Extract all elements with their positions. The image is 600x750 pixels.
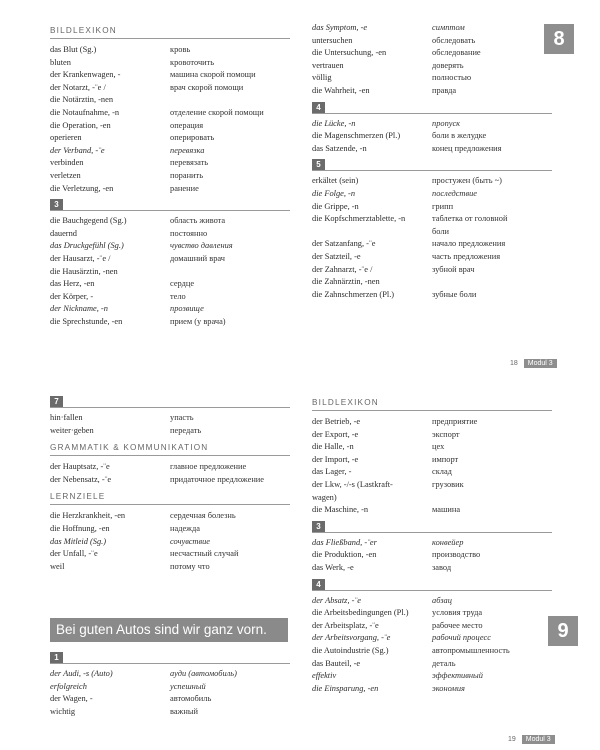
vocab-entry xyxy=(312,251,552,264)
german-term: hin·fallen xyxy=(50,413,83,422)
german-term: die Autoindustrie (Sg.) xyxy=(312,645,389,655)
module-label: Modul 3 xyxy=(522,735,555,744)
vocab-entry xyxy=(50,69,290,82)
german-term: die Hausärztin, -nen xyxy=(50,266,118,276)
german-term: die Operation, -en xyxy=(50,120,111,130)
german-term: der Lkw, -/-s (Lastkraft- xyxy=(312,479,393,489)
vocab-entry xyxy=(50,474,290,487)
exercise-number-badge: 4 xyxy=(312,102,325,113)
russian-translation: доверять xyxy=(432,60,464,70)
russian-translation: перевязка xyxy=(170,145,205,155)
russian-translation: чувство давления xyxy=(170,241,233,251)
german-term: der Arbeitsplatz, -¨e xyxy=(312,620,379,630)
vocab-entry xyxy=(50,240,290,253)
exercise-number-badge: 4 xyxy=(312,579,325,590)
vocab-column-bottom-left xyxy=(50,392,290,573)
german-term: der Hausarzt, -¨e / xyxy=(50,253,111,263)
russian-translation: отделение скорой помощи xyxy=(170,107,264,117)
russian-translation: таблетка от головной xyxy=(432,214,508,224)
german-term: operieren xyxy=(50,133,82,143)
german-term: die Zahnschmerzen (Pl.) xyxy=(312,289,395,299)
german-term: untersuchen xyxy=(312,35,353,45)
german-term: die Verletzung, -en xyxy=(50,183,114,193)
russian-translation: полностью xyxy=(432,73,472,83)
page-number: 18 xyxy=(510,360,518,367)
vocab-entry xyxy=(312,416,552,429)
russian-translation: автопромышленность xyxy=(432,645,510,655)
vocab-entry xyxy=(312,620,552,633)
russian-translation: деталь xyxy=(432,658,456,668)
vocab-entry xyxy=(312,118,552,131)
vocab-entry xyxy=(312,47,552,60)
vocab-entry xyxy=(312,143,552,156)
russian-translation: поранить xyxy=(170,170,204,180)
vocab-column-bottom-right xyxy=(312,392,552,695)
german-term: das Mitleid (Sg.) xyxy=(50,536,107,546)
exercise-number-badge: 5 xyxy=(312,159,325,170)
russian-translation: экспорт xyxy=(432,429,460,439)
vocab-entry xyxy=(312,429,552,442)
vocab-entry xyxy=(312,479,552,492)
vocab-entry xyxy=(50,266,290,279)
module-label: Modul 3 xyxy=(524,359,557,368)
russian-translation: несчастный случай xyxy=(170,549,239,559)
vocab-entry xyxy=(50,291,290,304)
german-term: die Notärztin, -nen xyxy=(50,95,114,105)
german-term: die Bauchgegend (Sg.) xyxy=(50,216,127,226)
german-term: das Druckgefühl (Sg.) xyxy=(50,241,124,251)
german-term: der Audi, -s (Auto) xyxy=(50,669,113,678)
russian-translation: последствие xyxy=(432,188,478,198)
russian-translation: экономия xyxy=(432,683,465,693)
vocab-entry xyxy=(50,668,290,681)
vocab-entry xyxy=(50,278,290,291)
vocab-entry xyxy=(312,562,552,575)
vocab-entry xyxy=(50,170,290,183)
russian-translation: ранение xyxy=(170,183,199,193)
page-number: 19 xyxy=(508,736,516,743)
russian-translation: врач скорой помощи xyxy=(170,82,244,92)
vocab-entry xyxy=(50,94,290,107)
russian-translation: предприятие xyxy=(432,417,478,426)
exercise-number-badge: 3 xyxy=(50,199,63,210)
german-term: die Einsparung, -en xyxy=(312,683,379,693)
exercise-number-heading xyxy=(50,396,290,408)
vocab-entry xyxy=(50,425,290,438)
russian-translation: упасть xyxy=(170,413,194,422)
vocab-entry xyxy=(50,523,290,536)
russian-translation: обследование xyxy=(432,48,481,58)
exercise-number-heading xyxy=(312,579,552,591)
russian-translation: придаточное предложение xyxy=(170,474,264,484)
russian-translation: начало предложения xyxy=(432,239,506,249)
german-term: wagen) xyxy=(312,492,337,502)
russian-translation: эффективный xyxy=(432,671,483,681)
vocab-entry xyxy=(50,107,290,120)
german-term: verbinden xyxy=(50,158,84,168)
vocab-entry xyxy=(312,175,552,188)
russian-translation: конвейер xyxy=(432,537,464,547)
german-term: weil xyxy=(50,561,65,571)
exercise-number-badge: 1 xyxy=(50,652,63,663)
german-term: die Hoffnung, -en xyxy=(50,523,110,533)
russian-translation: главное предложение xyxy=(170,462,247,472)
russian-translation: рабочий процесс xyxy=(432,633,491,643)
vocab-entry xyxy=(312,670,552,683)
german-term: das Herz, -en xyxy=(50,279,95,289)
german-term: der Betrieb, -e xyxy=(312,417,361,426)
russian-translation: кровь xyxy=(170,45,191,54)
german-term: die Untersuchung, -en xyxy=(312,48,387,58)
russian-translation: постоянно xyxy=(170,228,208,238)
vocab-entry xyxy=(312,130,552,143)
vocab-entry xyxy=(312,188,552,201)
russian-translation: цех xyxy=(432,442,445,452)
german-term: der Krankenwagen, - xyxy=(50,70,121,80)
russian-translation: обследовать xyxy=(432,35,476,45)
german-term: das Blut (Sg.) xyxy=(50,45,97,54)
vocab-column-bottom-left-lesson xyxy=(50,648,290,718)
vocab-entry xyxy=(312,683,552,696)
exercise-number-badge: 7 xyxy=(50,396,63,407)
german-term: der Wagen, - xyxy=(50,694,93,704)
vocab-entry xyxy=(312,595,552,608)
german-term: die Halle, -n xyxy=(312,442,354,452)
german-term: die Folge, -n xyxy=(312,188,356,198)
vocab-entry xyxy=(312,454,552,467)
vocab-entry xyxy=(312,504,552,517)
vocab-entry xyxy=(312,607,552,620)
german-term: das Symptom, -e xyxy=(312,23,368,32)
russian-translation: машина xyxy=(432,505,461,515)
russian-translation: передать xyxy=(170,425,202,435)
vocab-entry xyxy=(312,201,552,214)
german-term: die Herzkrankheit, -en xyxy=(50,511,126,521)
exercise-number-heading xyxy=(50,652,290,664)
russian-translation: надежда xyxy=(170,523,200,533)
german-term: die Kopfschmerztablette, -n xyxy=(312,214,406,224)
vocab-entry xyxy=(312,35,552,48)
german-term: der Export, -e xyxy=(312,429,359,439)
russian-translation: рабочее место xyxy=(432,620,483,630)
german-term: völlig xyxy=(312,73,332,83)
vocab-entry xyxy=(50,132,290,145)
vocab-entry xyxy=(50,57,290,70)
vocab-entry xyxy=(312,441,552,454)
german-term: der Import, -e xyxy=(312,454,359,464)
german-term: das Lager, - xyxy=(312,467,352,477)
russian-translation: операция xyxy=(170,120,204,130)
russian-translation: сердце xyxy=(170,279,195,289)
exercise-number-heading xyxy=(312,102,552,114)
chapter-tab-8: 8 xyxy=(544,24,574,54)
german-term: wichtig xyxy=(50,706,76,716)
russian-translation: грузовик xyxy=(432,479,464,489)
russian-translation: ауди (автомобиль) xyxy=(170,669,237,678)
vocab-entry xyxy=(50,561,290,574)
vocab-entry xyxy=(312,645,552,658)
russian-translation: завод xyxy=(432,562,452,572)
russian-translation: тело xyxy=(170,291,186,301)
russian-translation: область живота xyxy=(170,216,226,226)
chapter-tab-9: 9 xyxy=(548,616,578,646)
german-term: der Arbeitsvorgang, -¨e xyxy=(312,633,391,643)
german-term: der Absatz, -¨e xyxy=(312,595,361,605)
russian-translation: зубные боли xyxy=(432,289,477,299)
russian-translation: оперировать xyxy=(170,133,215,143)
vocab-entry xyxy=(50,681,290,694)
exercise-number-heading xyxy=(50,199,290,211)
german-term: der Verband, -¨e xyxy=(50,145,105,155)
vocab-entry xyxy=(50,82,290,95)
section-heading: BILDLEXIKON xyxy=(312,397,552,411)
german-term: bluten xyxy=(50,57,71,67)
vocab-entry xyxy=(50,44,290,57)
german-term: vertrauen xyxy=(312,60,344,70)
section-heading: BILDLEXIKON xyxy=(50,25,290,39)
russian-translation: часть предложения xyxy=(432,251,501,261)
german-term: erfolgreich xyxy=(50,681,87,691)
german-term: die Zahnärztin, -nen xyxy=(312,277,380,287)
vocab-entry xyxy=(312,264,552,277)
vocab-entry xyxy=(50,157,290,170)
russian-translation: производство xyxy=(432,550,481,560)
vocab-entry xyxy=(312,276,552,289)
german-term: der Nickname, -n xyxy=(50,304,108,314)
section-heading: LERNZIELE xyxy=(50,491,290,505)
vocab-entry xyxy=(50,316,290,329)
vocab-entry xyxy=(312,85,552,98)
russian-translation: важный xyxy=(170,706,198,716)
vocab-entry xyxy=(312,658,552,671)
vocab-entry xyxy=(312,289,552,302)
vocab-entry xyxy=(50,412,290,425)
german-term: der Körper, - xyxy=(50,291,94,301)
vocab-entry xyxy=(312,549,552,562)
german-term: das Werk, -e xyxy=(312,562,354,572)
german-term: weiter·geben xyxy=(50,425,94,435)
german-term: der Notarzt, -¨e / xyxy=(50,82,106,92)
vocab-entry xyxy=(312,492,552,505)
page-footer-18 xyxy=(510,360,557,367)
german-term: dauernd xyxy=(50,228,77,238)
vocab-entry xyxy=(50,510,290,523)
german-term: der Satzanfang, -¨e xyxy=(312,239,376,249)
russian-translation: перевязать xyxy=(170,158,209,168)
russian-translation: конец предложения xyxy=(432,143,502,153)
vocab-column-top-right xyxy=(312,22,552,301)
vocab-entry xyxy=(312,60,552,73)
russian-translation: грипп xyxy=(432,201,454,211)
russian-translation: домашний врач xyxy=(170,253,225,263)
german-term: die Maschine, -n xyxy=(312,505,369,515)
vocab-entry xyxy=(50,215,290,228)
vocab-entry xyxy=(50,706,290,719)
russian-translation: прозвище xyxy=(170,304,204,314)
exercise-number-heading xyxy=(312,521,552,533)
vocab-entry xyxy=(312,632,552,645)
page-footer-19 xyxy=(508,736,555,743)
german-term: die Grippe, -n xyxy=(312,201,359,211)
exercise-number-badge: 3 xyxy=(312,521,325,532)
vocab-entry xyxy=(50,253,290,266)
russian-translation: пропуск xyxy=(432,118,461,128)
vocab-entry xyxy=(312,238,552,251)
russian-translation: прием (у врача) xyxy=(170,316,226,326)
lesson-banner: Bei guten Autos sind wir ganz vorn. xyxy=(50,618,288,642)
russian-translation: симптом xyxy=(432,23,465,32)
vocab-entry xyxy=(312,466,552,479)
german-term: der Unfall, -¨e xyxy=(50,549,98,559)
russian-translation: автомобиль xyxy=(170,694,212,704)
russian-translation: простужен (быть ~) xyxy=(432,176,502,186)
russian-translation: боли xyxy=(432,226,449,236)
exercise-number-heading xyxy=(312,159,552,171)
german-term: der Satzteil, -e xyxy=(312,251,361,261)
vocab-entry xyxy=(50,461,290,474)
russian-translation: сердечная болезнь xyxy=(170,511,236,521)
vocab-entry xyxy=(50,228,290,241)
russian-translation: зубной врач xyxy=(432,264,475,274)
vocab-entry xyxy=(312,72,552,85)
german-term: der Zahnarzt, -¨e / xyxy=(312,264,373,274)
russian-translation: потому что xyxy=(170,561,210,571)
russian-translation: кровоточить xyxy=(170,57,215,67)
german-term: die Produktion, -en xyxy=(312,550,377,560)
german-term: die Lücke, -n xyxy=(312,118,356,128)
vocab-entry xyxy=(50,303,290,316)
vocab-entry xyxy=(50,536,290,549)
german-term: die Notaufnahme, -n xyxy=(50,107,120,117)
vocab-entry xyxy=(312,22,552,35)
russian-translation: импорт xyxy=(432,454,459,464)
russian-translation: склад xyxy=(432,467,452,477)
german-term: die Arbeitsbedingungen (Pl.) xyxy=(312,608,409,618)
russian-translation: сочувствие xyxy=(170,536,211,546)
vocab-entry xyxy=(50,145,290,158)
german-term: das Satzende, -n xyxy=(312,143,367,153)
russian-translation: успешный xyxy=(170,681,206,691)
russian-translation: машина скорой помощи xyxy=(170,70,256,80)
german-term: die Magenschmerzen (Pl.) xyxy=(312,131,401,141)
vocab-column-top-left xyxy=(50,20,290,328)
russian-translation: условия труда xyxy=(432,608,483,618)
vocab-entry xyxy=(50,693,290,706)
german-term: die Sprechstunde, -en xyxy=(50,316,123,326)
russian-translation: абзац xyxy=(432,595,452,605)
russian-translation: боли в желудке xyxy=(432,131,487,141)
german-term: die Wahrheit, -en xyxy=(312,85,370,95)
vocab-entry xyxy=(50,183,290,196)
german-term: effektiv xyxy=(312,671,337,681)
german-term: das Bauteil, -e xyxy=(312,658,361,668)
vocab-entry xyxy=(312,213,552,226)
russian-translation: правда xyxy=(432,85,457,95)
vocab-entry xyxy=(312,537,552,550)
german-term: verletzen xyxy=(50,170,81,180)
german-term: der Hauptsatz, -¨e xyxy=(50,462,110,472)
vocab-entry xyxy=(50,120,290,133)
section-heading: GRAMMATIK & KOMMUNIKATION xyxy=(50,442,290,456)
vocab-entry xyxy=(50,548,290,561)
german-term: erkältet (sein) xyxy=(312,176,359,186)
german-term: das Fließband, -¨er xyxy=(312,537,377,547)
german-term: der Nebensatz, -¨e xyxy=(50,474,112,484)
vocab-entry xyxy=(312,226,552,239)
